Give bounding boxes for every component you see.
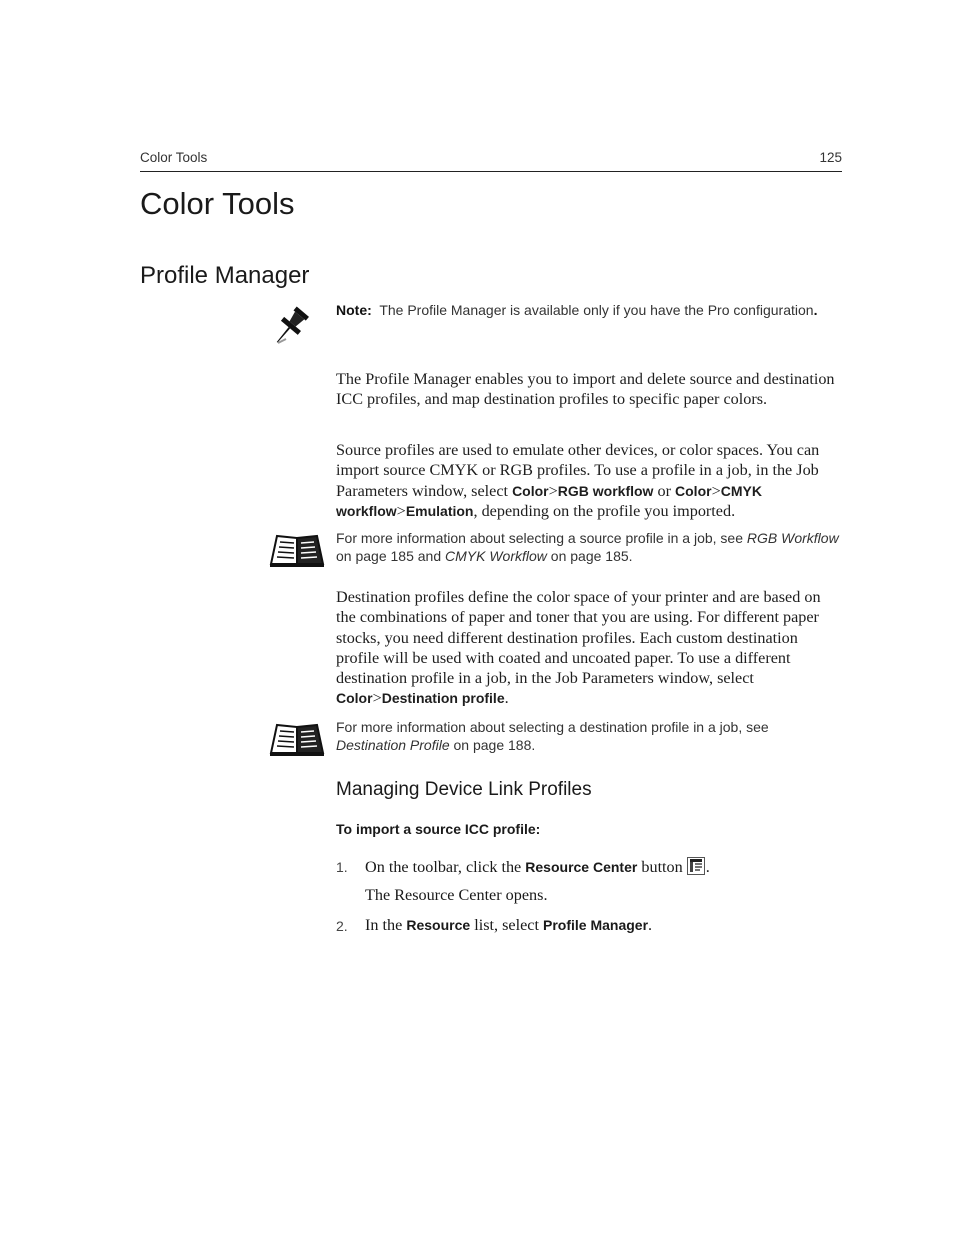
note-text: The Profile Manager is available only if you have the Pro configuration	[379, 302, 814, 318]
procedure-title: To import a source ICC profile:	[336, 821, 541, 837]
link-cmyk-workflow[interactable]: CMYK Workflow	[445, 548, 547, 564]
page-title: Color Tools	[140, 186, 295, 221]
note	[336, 302, 842, 318]
subsection-title: Managing Device Link Profiles	[336, 779, 592, 800]
resource-center-icon	[687, 857, 705, 880]
cross-reference-destination: For more information about selecting a destination profile in a job, see Destination Profile on page 188.	[336, 719, 769, 753]
note-end: .	[813, 302, 818, 318]
book-icon	[268, 532, 326, 573]
link-destination-profile[interactable]: Destination Profile	[336, 737, 450, 753]
page-number: 125	[819, 150, 842, 165]
section-title: Profile Manager	[140, 262, 310, 289]
running-header-section: Color Tools	[140, 150, 208, 165]
header-rule	[140, 171, 842, 172]
source-profiles-paragraph: Source profiles are used to emulate other devices, or color spaces. You can import source CMYK or RGB profiles. To use a profile in a job, in the Job Parameters window, select Color>RGB workflow or Color>CMYK workflow>Emulation, depending on the profile you imported.	[336, 441, 820, 520]
link-rgb-workflow[interactable]: RGB Workflow	[746, 530, 839, 546]
running-header	[140, 150, 842, 165]
pushpin-icon	[266, 303, 314, 356]
book-icon	[268, 721, 326, 762]
cross-reference-source: For more information about selecting a source profile in a job, see RGB Workflow on page 185 and CMYK Workflow on page 185.	[336, 530, 839, 564]
note-label: Note:	[336, 302, 372, 318]
intro-paragraph: The Profile Manager enables you to import and delete source and destination ICC profiles, and map destination profiles to specific paper colors.	[336, 370, 835, 409]
destination-profiles-paragraph: Destination profiles define the color space of your printer and are based on the combinations of paper and toner that you are using. For different paper stocks, you need different destination profiles. Each custom destination profile will be used with coated and uncoated paper. To use a different destination profile in a job, in the Job Parameters window, select Color>Destination profile.	[336, 588, 821, 708]
